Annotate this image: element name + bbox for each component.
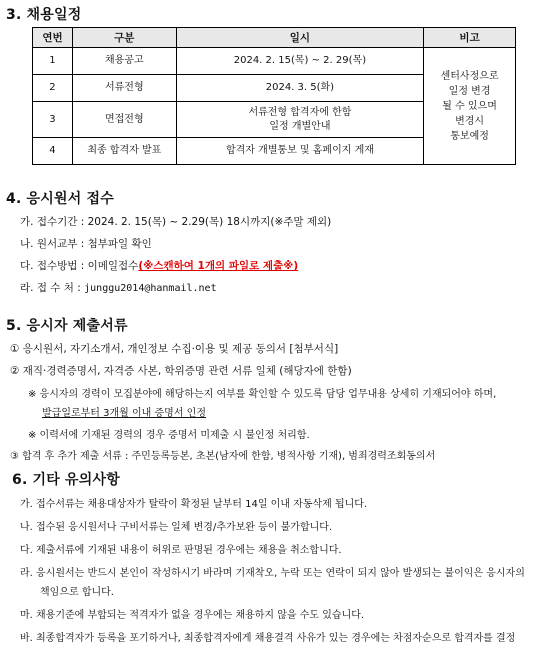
note-line: 통보예정 <box>450 130 489 142</box>
col-header-type: 구분 <box>72 28 176 48</box>
cell-type: 면접전형 <box>72 102 176 138</box>
table-header-row <box>33 28 516 48</box>
list-item: 마. 채용기준에 부합되는 적격자가 없을 경우에는 채용하지 않을 수도 있습니다. <box>20 610 365 621</box>
item-text: 2024. 2. 15(목) ~ 2.29(목) 18시까지(※주말 제외) <box>87 216 332 228</box>
list-item <box>20 280 217 295</box>
note-item: ※ 이력서에 기재된 경력의 경우 증명서 미제출 시 불인정 처리함. <box>28 430 310 441</box>
list-item <box>20 214 331 229</box>
item-label: 라. 접 수 처 : <box>20 282 85 294</box>
note-line: 될 수 있으며 <box>442 100 497 112</box>
item-text: 이메일접수 <box>87 260 139 272</box>
cell-no: 1 <box>33 48 73 75</box>
submission-warning: (※스캔하여 1개의 파일로 제출※) <box>138 260 299 272</box>
list-item: 다. 제출서류에 기재된 내용이 허위로 판명된 경우에는 채용을 취소합니다. <box>20 545 342 556</box>
note-line: 일정 변경 <box>448 85 491 97</box>
section-3-title: 3. 채용일정 <box>6 7 82 23</box>
note-item: ※ 응시자의 경력이 모집분야에 해당하는지 여부를 확인할 수 있도록 담당 업무내용 상세히 기재되어야 하며, <box>28 389 497 400</box>
section-6-title: 6. 기타 유의사항 <box>12 472 120 488</box>
col-header-date: 일시 <box>176 28 423 48</box>
cell-date-line: 서류전형 합격자에 한함 <box>248 106 352 118</box>
cell-note <box>424 48 516 165</box>
cell-date <box>176 102 423 138</box>
cell-type: 채용공고 <box>72 48 176 75</box>
item-label: 가. 접수기간 : <box>20 216 88 228</box>
list-item-cont: 책임으로 합니다. <box>40 587 114 598</box>
list-item: 바. 최종합격자가 등록을 포기하거나, 최종합격자에게 채용결격 사유가 있는 경우에는 차점자순으로 합격자를 결정 <box>20 633 516 644</box>
list-item: 라. 응시원서는 반드시 본인이 작성하시기 바라며 기재착오, 누락 또는 연락이 되지 않아 발생되는 불이익은 응시자의 <box>20 568 525 579</box>
cell-no: 4 <box>33 138 73 165</box>
table-row <box>33 48 516 75</box>
list-item: ① 응시원서, 자기소개서, 개인정보 수집·이용 및 제공 동의서 [첨부서식] <box>10 343 339 355</box>
email-address: junggu2014@hanmail.net <box>84 283 217 294</box>
item-label: 나. 원서교부 : <box>20 238 88 250</box>
item-label: 다. 접수방법 : <box>20 260 88 272</box>
col-header-note: 비고 <box>424 28 516 48</box>
list-item <box>20 258 298 273</box>
cell-date: 2024. 2. 15(목) ~ 2. 29(목) <box>176 48 423 75</box>
note-item-cont: 발급일로부터 3개월 이내 증명서 인정 <box>42 408 206 419</box>
note-line: 변경시 <box>455 115 485 127</box>
cell-date-line: 일정 개별안내 <box>269 120 331 132</box>
list-item: 가. 접수서류는 채용대상자가 탈락이 확정된 날부터 14일 이내 자동삭제 됩니다. <box>20 499 368 510</box>
item-text: 첨부파일 확인 <box>87 238 152 250</box>
col-header-no: 연번 <box>33 28 73 48</box>
section-5-title: 5. 응시자 제출서류 <box>6 318 128 334</box>
list-item <box>20 236 152 251</box>
list-item: 나. 접수된 응시원서나 구비서류는 일체 변경/추가보완 등이 불가합니다. <box>20 522 333 533</box>
cell-date: 2024. 3. 5(화) <box>176 75 423 102</box>
list-item: ② 재직·경력증명서, 자격증 사본, 학위증명 관련 서류 일체 (해당자에 한함) <box>10 365 352 377</box>
section-4-title: 4. 응시원서 접수 <box>6 191 114 207</box>
cell-no: 3 <box>33 102 73 138</box>
schedule-table <box>32 27 516 165</box>
list-item: ③ 합격 후 추가 제출 서류 : 주민등록등본, 초본(남자에 한함, 병적사항 기재), 범죄경력조회동의서 <box>10 451 436 462</box>
cell-type: 서류전형 <box>72 75 176 102</box>
cell-type: 최종 합격자 발표 <box>72 138 176 165</box>
note-line: 센터사정으로 <box>440 70 499 82</box>
cell-no: 2 <box>33 75 73 102</box>
cell-date: 합격자 개별통보 및 홈페이지 게재 <box>176 138 423 165</box>
